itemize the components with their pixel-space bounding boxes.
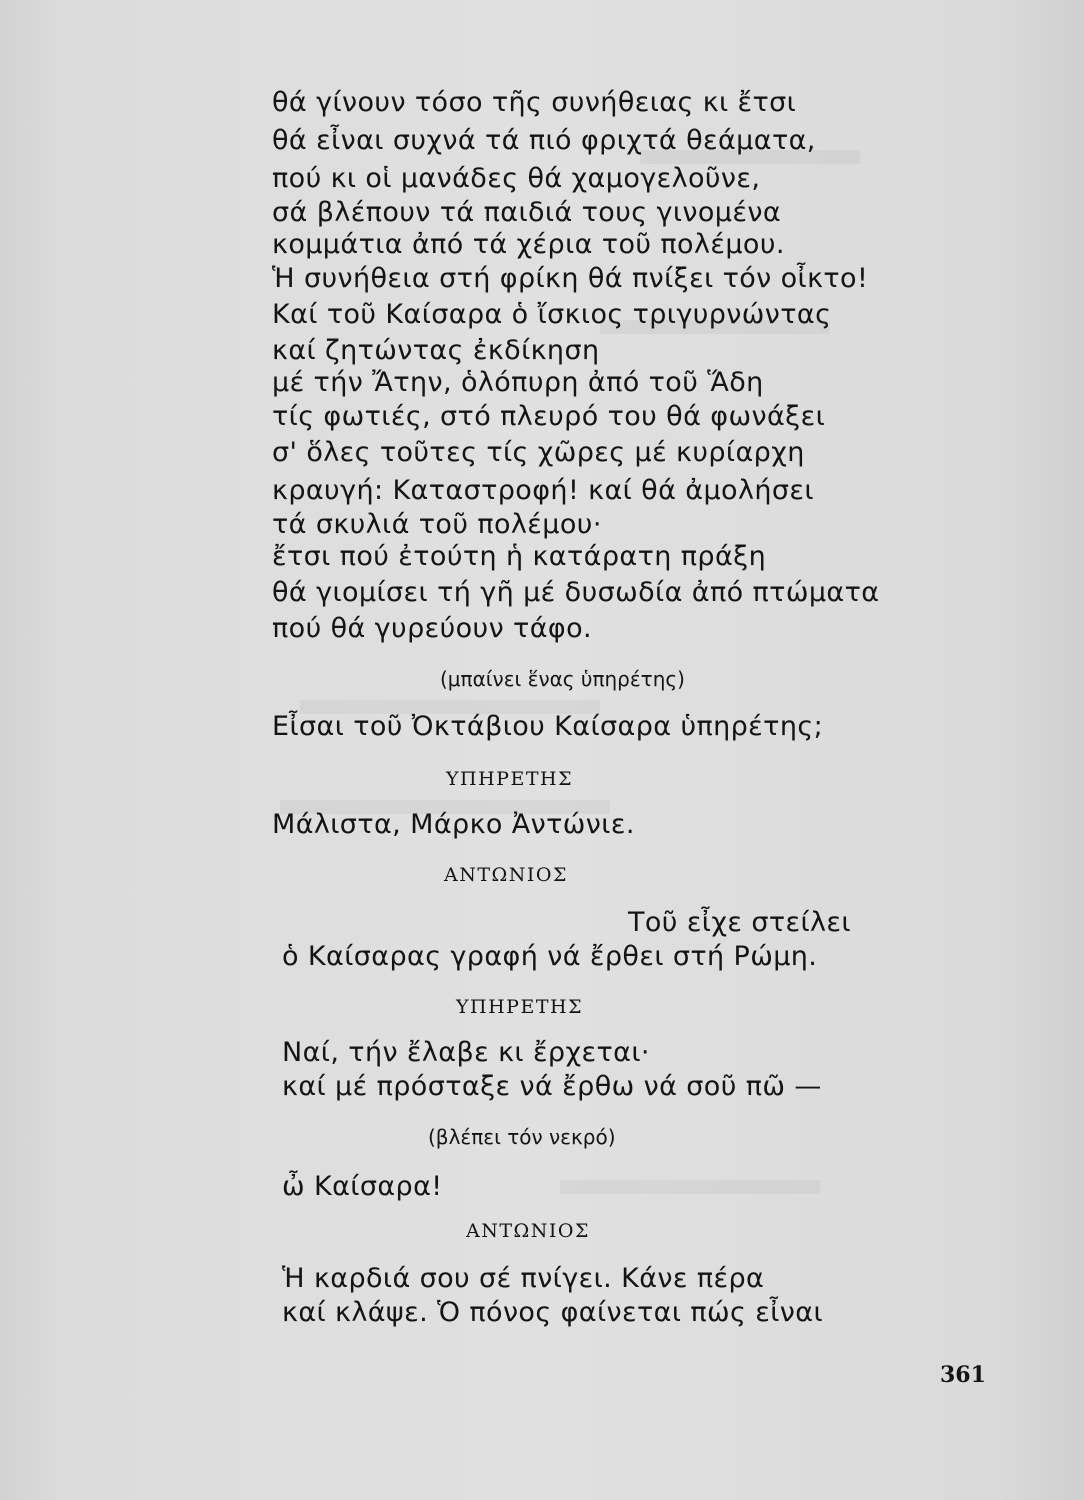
- verse-line: σ' ὅλες τοῦτες τίς χῶρες μέ κυρίαρχη: [272, 437, 805, 468]
- verse-line: Καί τοῦ Καίσαρα ὁ ἴσκιος τριγυρνώντας: [272, 299, 832, 330]
- verse-line: κομμάτια ἀπό τά χέρια τοῦ πολέμου.: [272, 229, 785, 260]
- verse-line: καί μέ πρόσταξε νά ἔρθω νά σοῦ πῶ —: [282, 1071, 822, 1102]
- verse-line: καί κλάψε. Ὁ πόνος φαίνεται πώς εἶναι: [282, 1297, 824, 1328]
- bleed-through-decoration: [560, 1180, 820, 1194]
- speaker-name: ΑΝΤΩΝΙΟΣ: [466, 1220, 590, 1242]
- verse-line: τά σκυλιά τοῦ πολέμου·: [272, 509, 602, 540]
- verse-line: τίς φωτιές, στό πλευρό του θά φωνάξει: [272, 401, 826, 432]
- verse-line: θά γίνουν τόσο τῆς συνήθειας κι ἔτσι: [272, 87, 797, 118]
- verse-line: μέ τήν Ἄτην, ὁλόπυρη ἀπό τοῦ Ἅδη: [272, 367, 764, 398]
- verse-line: Ἡ συνήθεια στή φρίκη θά πνίξει τόν οἶκτο!: [272, 263, 869, 294]
- speaker-name: ΥΠΗΡΕΤΗΣ: [446, 768, 574, 790]
- verse-line: ὁ Καίσαρας γραφή νά ἔρθει στή Ρώμη.: [282, 941, 818, 972]
- page-number: 361: [940, 1362, 986, 1388]
- verse-line: κραυγή: Καταστροφή! καί θά ἀμολήσει: [272, 475, 814, 506]
- verse-line: πού θά γυρεύουν τάφο.: [272, 613, 593, 644]
- verse-line: Εἶσαι τοῦ Ὀκτάβιου Καίσαρα ὑπηρέτης;: [272, 711, 824, 742]
- verse-line: σά βλέπουν τά παιδιά τους γινομένα: [272, 197, 782, 228]
- verse-line: θά γιομίσει τή γῆ μέ δυσωδία ἀπό πτώματα: [272, 577, 880, 608]
- verse-line: ὦ Καίσαρα!: [282, 1171, 443, 1202]
- speaker-name: ΑΝΤΩΝΙΟΣ: [444, 864, 568, 886]
- stage-direction: (μπαίνει ἕνας ὑπηρέτης): [440, 667, 685, 691]
- verse-line: Ναί, τήν ἔλαβε κι ἔρχεται·: [282, 1037, 650, 1068]
- verse-line: πού κι οἱ μανάδες θά χαμογελοῦνε,: [272, 163, 761, 194]
- verse-line: Μάλιστα, Μάρκο Ἀντώνιε.: [272, 809, 635, 840]
- verse-line: ἔτσι πού ἐτούτη ἡ κατάρατη πράξη: [272, 541, 767, 572]
- verse-line: καί ζητώντας ἐκδίκηση: [272, 335, 600, 366]
- stage-direction: (βλέπει τόν νεκρό): [428, 1125, 616, 1149]
- speaker-name: ΥΠΗΡΕΤΗΣ: [456, 996, 584, 1018]
- verse-line: Ἡ καρδιά σου σέ πνίγει. Κάνε πέρα: [282, 1263, 765, 1294]
- verse-line: Τοῦ εἶχε στείλει: [628, 907, 851, 938]
- verse-line: θά εἶναι συχνά τά πιό φριχτά θεάματα,: [272, 125, 816, 156]
